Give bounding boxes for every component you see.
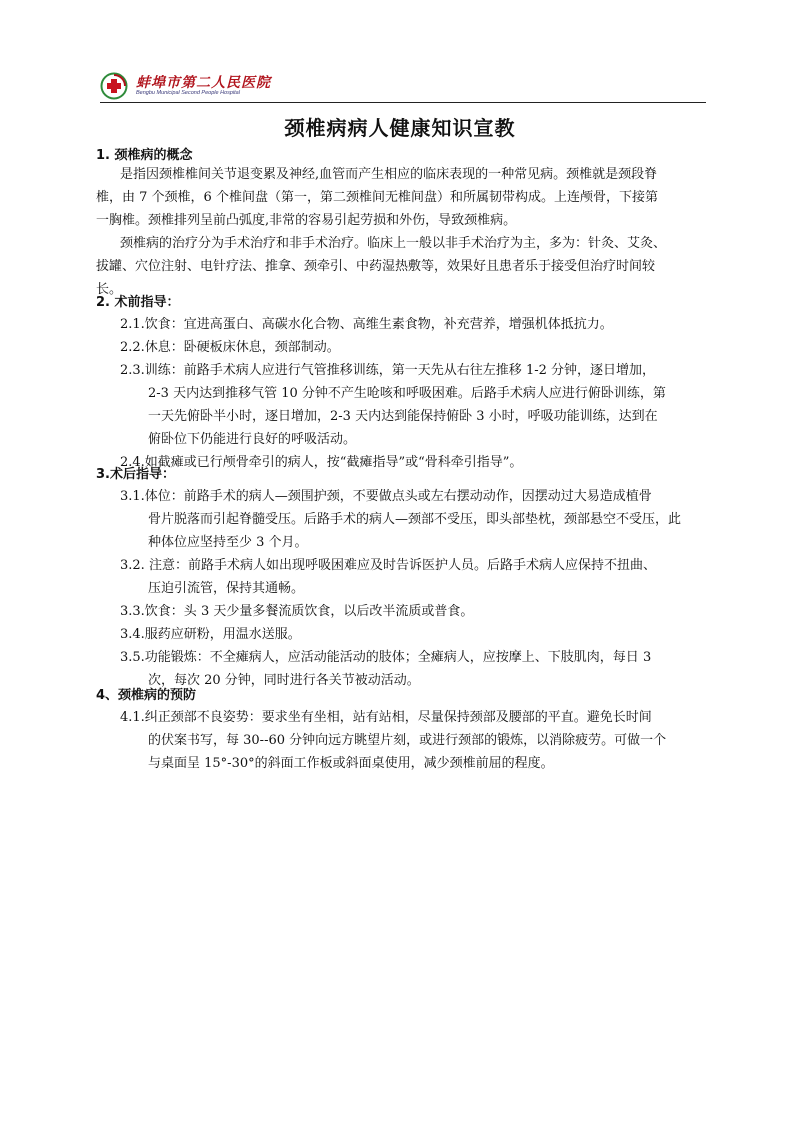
section-2-heading: 2. 术前指导： [96, 295, 180, 310]
section-1-paragraph-2-line: 颈椎病的治疗分为手术治疗和非手术治疗。临床上一般以非手术治疗为主，多为：针灸、艾灸、 [120, 236, 667, 251]
section-3-item-4: 3.4.服药应研粉，用温水送服。 [120, 627, 301, 642]
section-2-item-4: 2.4.如截瘫或已行颅骨牵引的病人，按“截瘫指导”或“骨科牵引指导”。 [120, 455, 523, 470]
header-divider [100, 102, 706, 103]
hospital-name-english: Bengbu Municipal Second People Hospital [136, 90, 240, 96]
section-2-item-3-line: 一天先俯卧半小时，逐日增加，2-3 天内达到能保持俯卧 3 小时，呼吸功能训练，达到在 [148, 409, 658, 424]
section-3-item-1-line: 骨片脱落而引起脊髓受压。后路手术的病人—颈部不受压，即头部垫枕，颈部悬空不受压，此 [148, 512, 682, 527]
section-3-item-1-line: 种体位应坚持至少 3 个月。 [148, 535, 308, 550]
section-2-item-1: 2.1.饮食：宜进高蛋白、高碳水化合物、高维生素食物，补充营养，增强机体抵抗力。 [120, 317, 613, 332]
section-2-item-2: 2.2.休息：卧硬板床休息，颈部制动。 [120, 340, 340, 355]
section-3-item-2-line: 压迫引流管，保持其通畅。 [148, 581, 305, 596]
hospital-name: 蚌埠市第二人民医院 [136, 75, 271, 91]
section-1-paragraph-1-line: 是指因颈椎椎间关节退变累及神经,血管而产生相应的临床表现的一种常见病。颈椎就是颈段脊 [120, 167, 658, 182]
section-3-item-1-line: 3.1.体位：前路手术的病人—颈围护颈，不要做点头或左右摆动动作，因摆动过大易造成植骨 [120, 489, 652, 504]
hospital-cross-logo-icon [100, 72, 128, 100]
document-title: 颈椎病病人健康知识宣教 [284, 116, 516, 140]
section-1-heading: 1. 颈椎病的概念 [96, 148, 193, 163]
section-4-heading: 4、颈椎病的预防 [96, 688, 197, 703]
section-1-paragraph-2-line: 拔罐、穴位注射、电针疗法、推拿、颈牵引、中药湿热敷等，效果好且患者乐于接受但治疗时间较 [96, 259, 656, 274]
section-3-item-5-line: 3.5.功能锻炼：不全瘫病人，应活动能活动的肢体；全瘫病人，应按摩上、下肢肌肉，每日 3 [120, 650, 652, 665]
section-1-paragraph-2-line: 长。 [96, 282, 123, 297]
section-3-heading: 3.术后指导： [96, 467, 175, 482]
section-4-item-1-line: 的伏案书写，每 30--60 分钟向远方眺望片刻，或进行颈部的锻炼，以消除疲劳。可做一个 [148, 733, 667, 748]
section-4-item-1-line: 4.1.纠正颈部不良姿势：要求坐有坐相，站有站相，尽量保持颈部及腰部的平直。避免长时间 [120, 710, 652, 725]
page-header [100, 68, 708, 102]
section-2-item-3-line: 2.3.训练：前路手术病人应进行气管推移训练，第一天先从右往左推移 1-2 分钟，逐日增加， [120, 363, 656, 378]
section-4-item-1-line: 与桌面呈 15°-30°的斜面工作板或斜面桌使用，减少颈椎前屈的程度。 [148, 756, 554, 771]
section-1-paragraph-1-line: 一胸椎。颈椎排列呈前凸弧度,非常的容易引起劳损和外伤，导致颈椎病。 [96, 213, 517, 228]
section-3-item-2-line: 3.2. 注意：前路手术病人如出现呼吸困难应及时告诉医护人员。后路手术病人应保持不扭曲、 [120, 558, 656, 573]
section-1-paragraph-1-line: 椎，由 7 个颈椎，6 个椎间盘（第一，第二颈椎间无椎间盘）和所属韧带构成。上连颅骨，下接第 [96, 190, 658, 205]
section-3-item-5-line: 次，每次 20 分钟，同时进行各关节被动活动。 [148, 673, 420, 688]
section-3-item-3: 3.3.饮食：头 3 天少量多餐流质饮食，以后改半流质或普食。 [120, 604, 474, 619]
section-2-item-3-line: 俯卧位下仍能进行良好的呼吸活动。 [148, 432, 357, 447]
section-2-item-3-line: 2-3 天内达到推移气管 10 分钟不产生呛咳和呼吸困难。后路手术病人应进行俯卧训练，第 [148, 386, 666, 401]
